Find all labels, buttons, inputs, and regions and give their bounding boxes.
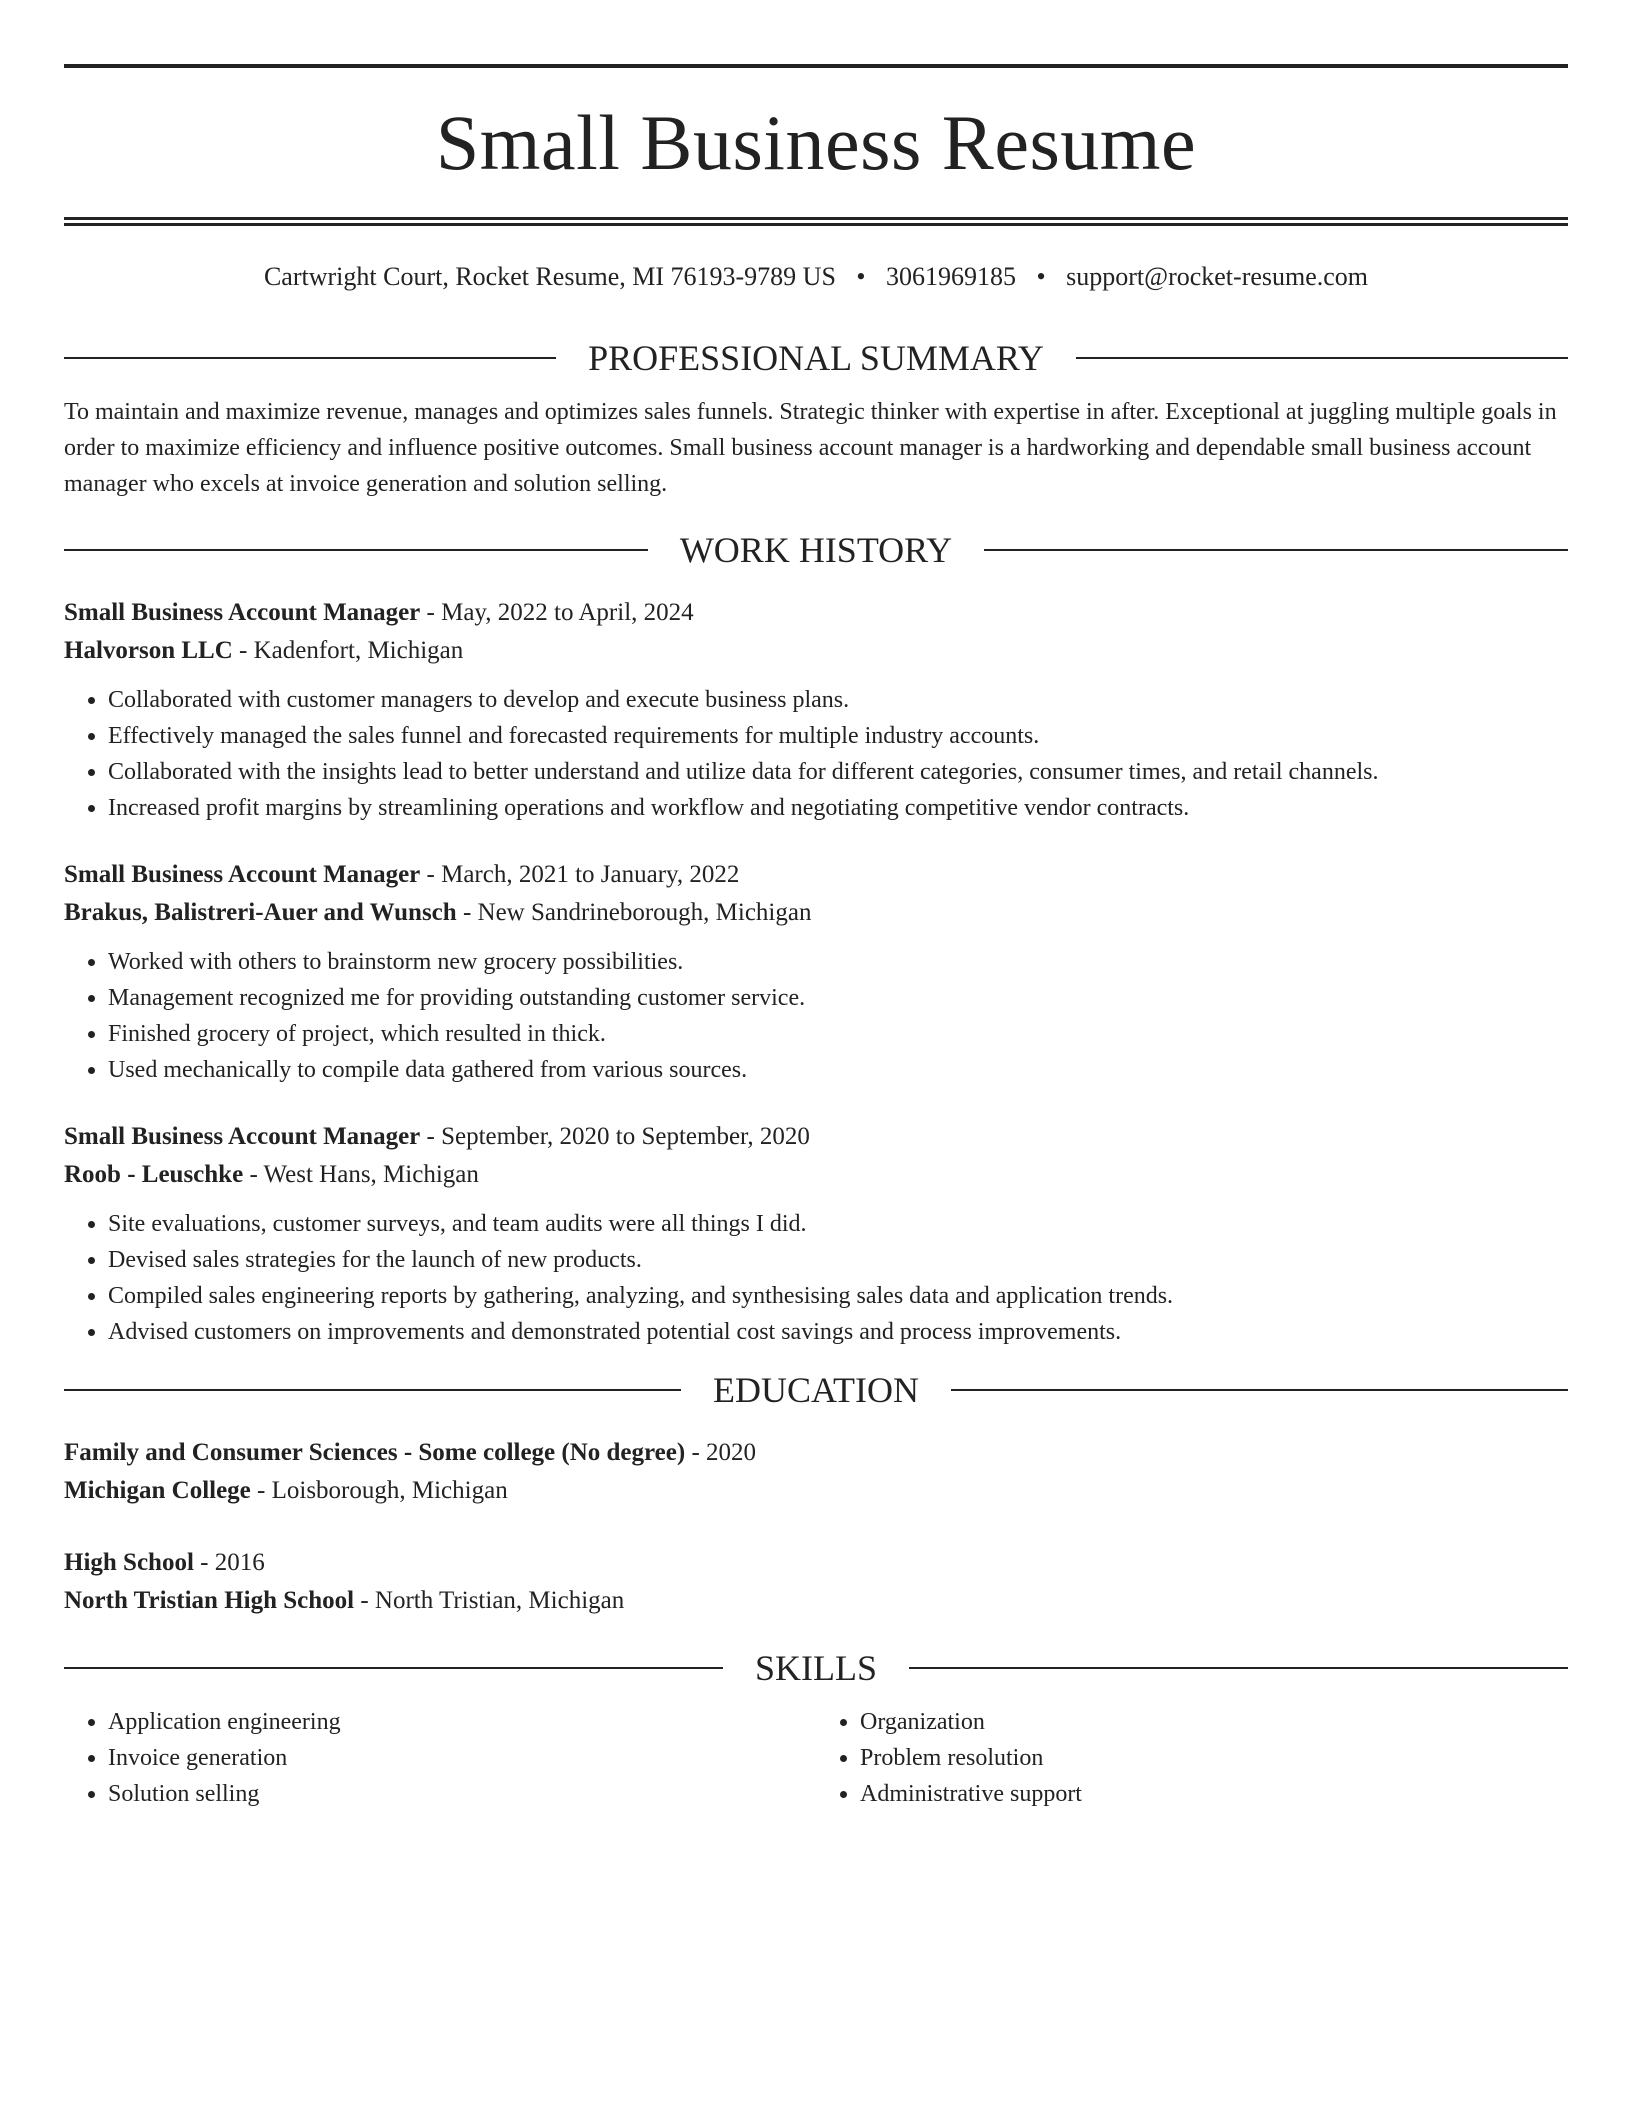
section-rule: [64, 1389, 681, 1391]
school-line: [64, 1582, 1568, 1620]
school-location: - North Tristian, Michigan: [354, 1587, 625, 1614]
contact-address: Cartwright Court, Rocket Resume, MI 76193-9789 US: [263, 262, 836, 291]
skills-column-right: [816, 1704, 1568, 1812]
contact-separator: •: [856, 262, 866, 291]
job-company: Roob - Leuschke: [64, 1161, 244, 1188]
list-item: • Management recognized me for providing outstanding customer service.: [108, 980, 1568, 1016]
job-dates: - May, 2022 to April, 2024: [420, 599, 694, 626]
section-rule: [909, 1667, 1568, 1669]
job-title: Small Business Account Manager: [64, 599, 421, 626]
school-name: Michigan College: [64, 1477, 251, 1504]
job-dates: - September, 2020 to September, 2020: [420, 1123, 810, 1150]
school-location: - Loisborough, Michigan: [250, 1477, 508, 1504]
job-title-line: [64, 594, 1568, 632]
section-title: EDUCATION: [713, 1370, 919, 1410]
education-entry: [64, 1434, 1568, 1510]
list-item: • Compiled sales engineering reports by gathering, analyzing, and synthesising sales data and application trends.: [108, 1278, 1568, 1314]
skill-item: • Administrative support: [860, 1776, 1568, 1812]
section-rule: [951, 1389, 1568, 1391]
list-item: • Collaborated with customer managers to develop and execute business plans.: [108, 682, 1568, 718]
title-double-rule: [64, 217, 1568, 226]
list-item: • Site evaluations, customer surveys, and team audits were all things I did.: [108, 1206, 1568, 1242]
degree-year: - 2016: [193, 1549, 265, 1576]
job-company: Brakus, Balistreri-Auer and Wunsch: [64, 899, 457, 926]
contact-separator: •: [1036, 262, 1046, 291]
section-rule: [64, 549, 648, 551]
summary-text: To maintain and maximize revenue, manages and optimizes sales funnels. Strategic thinker with expertise in after. Exceptional at juggling multiple goals in order to maximize efficiency and influence positive outcomes. Small business account manager is a hardworking and dependable small business account manager who excels at invoice generation and solution selling.: [64, 399, 1557, 497]
section-rule: [64, 1667, 723, 1669]
skill-item: • Invoice generation: [108, 1740, 816, 1776]
section-title: SKILLS: [755, 1648, 878, 1688]
skill-item: • Organization: [860, 1704, 1568, 1740]
skills-column-left: [64, 1704, 816, 1812]
list-item: • Effectively managed the sales funnel and forecasted requirements for multiple industry accounts.: [108, 718, 1568, 754]
section-header-education: [64, 1372, 1568, 1408]
job-location: - West Hans, Michigan: [243, 1161, 479, 1188]
resume-title: Small Business Resume: [435, 99, 1197, 186]
job-bullets: [64, 944, 1568, 1088]
job-bullets: [64, 1206, 1568, 1350]
degree-year: - 2020: [685, 1439, 757, 1466]
contact-line: [64, 262, 1568, 292]
list-item: • Collaborated with the insights lead to better understand and utilize data for different categories, consumer times, and retail channels.: [108, 754, 1568, 790]
contact-email: support@rocket-resume.com: [1066, 262, 1369, 291]
list-item: • Devised sales strategies for the launch of new products.: [108, 1242, 1568, 1278]
job-title-line: [64, 856, 1568, 894]
section-rule: [1076, 357, 1568, 359]
skill-item: • Problem resolution: [860, 1740, 1568, 1776]
skill-item: • Application engineering: [108, 1704, 816, 1740]
section-header-skills: [64, 1650, 1568, 1686]
job-location: - New Sandrineborough, Michigan: [456, 899, 812, 926]
job-dates: - March, 2021 to January, 2022: [420, 861, 740, 888]
skills-list: [64, 1704, 1568, 1812]
job-entry: [64, 856, 1568, 1088]
top-rule: [64, 64, 1568, 68]
contact-phone: 3061969185: [886, 262, 1017, 291]
degree-line: [64, 1434, 1568, 1472]
section-header-work-history: [64, 532, 1568, 568]
job-title-line: [64, 1118, 1568, 1156]
school-name: North Tristian High School: [64, 1587, 355, 1614]
degree-line: [64, 1544, 1568, 1582]
job-entry: [64, 1118, 1568, 1350]
section-header-summary: [64, 340, 1568, 376]
job-title: Small Business Account Manager: [64, 1123, 421, 1150]
section-title: WORK HISTORY: [679, 530, 953, 570]
job-title: Small Business Account Manager: [64, 861, 421, 888]
section-rule: [984, 549, 1568, 551]
list-item: • Used mechanically to compile data gathered from various sources.: [108, 1052, 1568, 1088]
school-line: [64, 1472, 1568, 1510]
job-bullets: [64, 682, 1568, 826]
education-entry: [64, 1544, 1568, 1620]
job-company-line: [64, 894, 1568, 932]
job-entry: [64, 594, 1568, 826]
degree-name: Family and Consumer Sciences - Some college (No degree): [64, 1439, 686, 1466]
job-company-line: [64, 632, 1568, 670]
list-item: • Finished grocery of project, which resulted in thick.: [108, 1016, 1568, 1052]
list-item: • Increased profit margins by streamlining operations and workflow and negotiating competitive vendor contracts.: [108, 790, 1568, 826]
job-company: Halvorson LLC: [64, 637, 233, 664]
job-company-line: [64, 1156, 1568, 1194]
degree-name: High School: [64, 1549, 194, 1576]
section-rule: [64, 357, 556, 359]
section-title: PROFESSIONAL SUMMARY: [588, 338, 1044, 378]
skill-item: • Solution selling: [108, 1776, 816, 1812]
list-item: • Advised customers on improvements and demonstrated potential cost savings and process improvements.: [108, 1314, 1568, 1350]
job-location: - Kadenfort, Michigan: [232, 637, 464, 664]
list-item: • Worked with others to brainstorm new grocery possibilities.: [108, 944, 1568, 980]
